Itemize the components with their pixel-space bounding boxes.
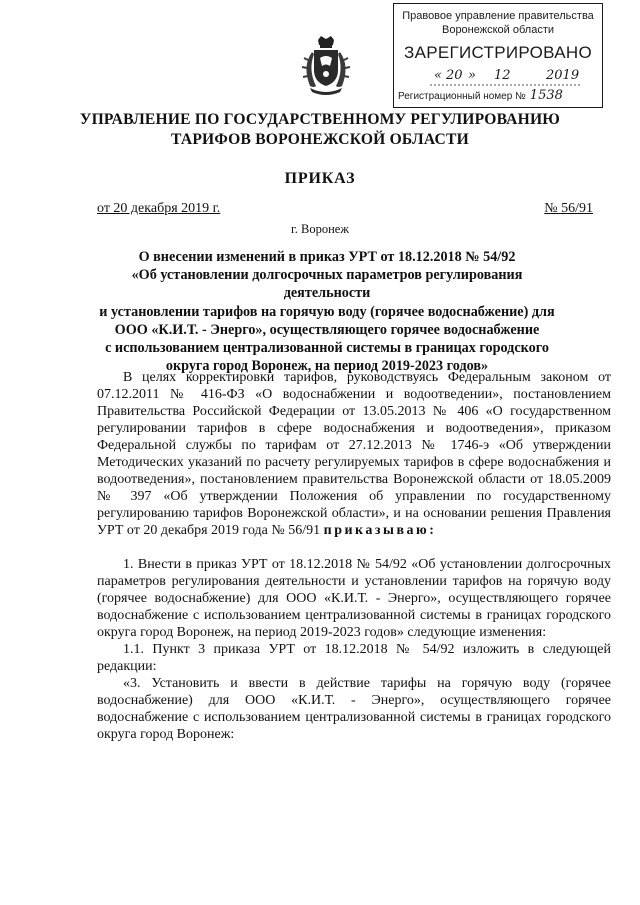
subject-line: и установлении тарифов на горячую воду (горячее водоснабжение) для <box>99 303 555 320</box>
stamp-year: 2019 <box>546 68 580 83</box>
stamp-day: 20 <box>446 68 463 83</box>
registration-stamp <box>393 3 603 108</box>
city: г. Воронеж <box>291 222 349 236</box>
order-word: приказываю: <box>323 523 437 538</box>
item-1-1-paragraph: 1.1. Пункт 3 приказа УРТ от 18.12.2018 № 54/92 изложить в следующей редакции: <box>97 642 611 674</box>
order-subject <box>88 248 566 375</box>
order-date: от 20 декабря 2019 г. <box>97 201 221 216</box>
order-number: № 56/91 <box>544 201 593 216</box>
stamp-date: « 20 » 12 2019 <box>394 65 602 87</box>
stamp-org: Правовое управление правительства Воронежской области <box>402 10 594 36</box>
subject-line: «Об установлении долгосрочных параметров регулирования деятельности <box>131 267 523 302</box>
agency-name: УПРАВЛЕНИЕ ПО ГОСУДАРСТВЕННОМУ РЕГУЛИРОВАНИЮ ТАРИФОВ ВОРОНЕЖСКОЙ ОБЛАСТИ <box>79 111 561 148</box>
order-body <box>97 369 611 743</box>
preamble-paragraph: В целях корректировки тарифов, руководствуясь Федеральным законом от 07.12.2011 № 416-ФЗ «О водоснабжении и водоотведении», постановлением Правительства Российской Федерации от 13.05.2013 № 406 «О государственном регулировании тарифов в сфере водоснабжения и водоотведения», приказом Федеральной службы по тарифам от 27.12.2013 № 1746-э «Об утверждении Методических указаний по расчету регулируемых тарифов в сфере водоснабжения и водоотведения», постановлением правительства Воронежской области от 18.05.2009 № 397 «Об утверждении Положения об управлении по государственному регулированию тарифов Воронежской области», и на основании решения Правления УРТ от 20 декабря 2019 года № 56/91 приказываю: <box>97 370 611 538</box>
item-3-paragraph: «3. Установить и ввести в действие тарифы на горячую воду (горячее водоснабжение) для ООО «К.И.Т. - Энерго», осуществляющего горячее водоснабжение с использованием централизованной системы в границах городского округа город Воронеж: <box>97 676 611 742</box>
subject-line: с использованием централизованной системы в границах городского <box>105 340 549 357</box>
subject-line: округа город Воронеж, на период 2019-2023 годов» <box>165 358 489 375</box>
subject-line: О внесении изменений в приказ УРТ от 18.12.2018 № 54/92 <box>138 249 516 265</box>
item-1-paragraph: 1. Внести в приказ УРТ от 18.12.2018 № 54/92 «Об установлении долгосрочных параметров регулирования деятельности и установлении тарифов на горячую воду (горячее водоснабжение) для ООО «К.И.Т. - Энерго», осуществляющего горячее водоснабжение с использованием централизованной системы в границах городского округа город Воронеж, на период 2019-2023 годов» следующие изменения: <box>97 557 611 640</box>
stamp-regno: Регистрационный номер № 1538 <box>398 88 563 103</box>
stamp-month: 12 <box>494 68 511 83</box>
stamp-title: ЗАРЕГИСТРИРОВАНО <box>404 43 592 62</box>
coat-of-arms-icon <box>300 36 352 96</box>
subject-line: ООО «К.И.Т. - Энерго», осуществляющего горячее водоснабжение <box>114 321 540 338</box>
stamp-date-underline <box>430 83 580 87</box>
document-type: ПРИКАЗ <box>284 170 356 187</box>
